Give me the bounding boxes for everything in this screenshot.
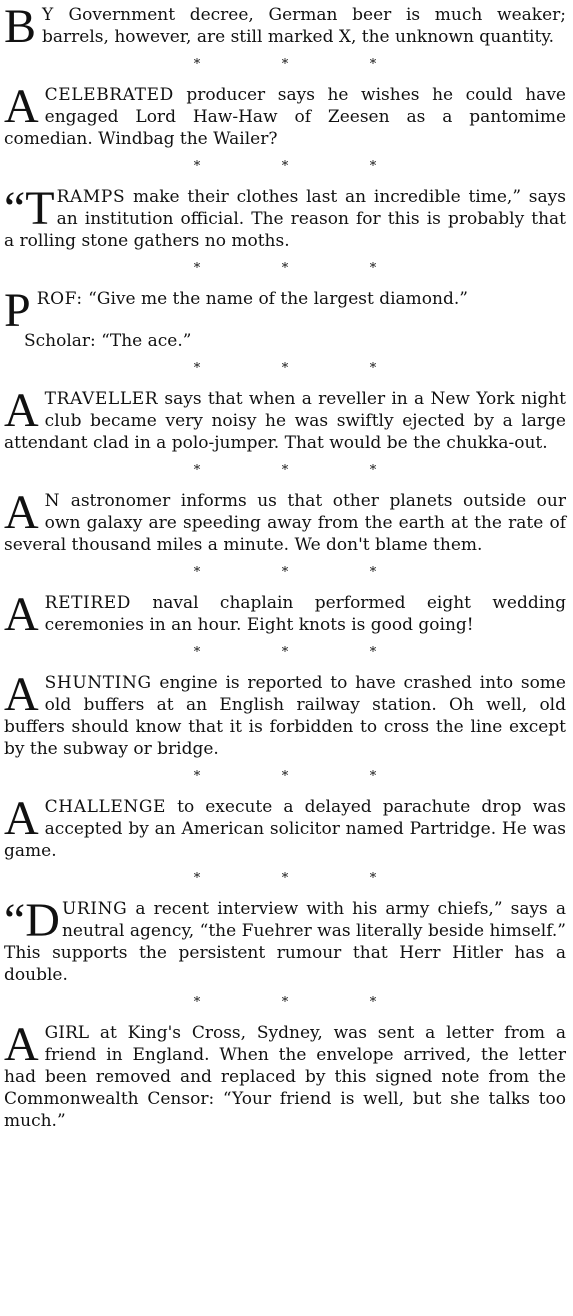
separator-stars: * * * — [193, 463, 377, 478]
drop-cap: A — [4, 792, 39, 845]
lead-in: N — [44, 491, 61, 511]
separator-stars: * * * — [193, 645, 377, 660]
paragraph-text: Government decree, German beer is much weaker; barrels, however, are still marked X, the unknown quantity. — [42, 5, 566, 47]
separator-stars: * * * — [193, 871, 377, 886]
paragraph-text: “Give me the name of the largest diamond.” — [82, 289, 468, 309]
lead-in: RETIRED — [44, 593, 131, 613]
paragraph-text: astronomer informs us that other planets outside our own galaxy are speeding away from the earth at the rate of several thousand miles a minute. We don't blame them. — [4, 491, 566, 555]
separator-stars: * * * — [193, 261, 377, 276]
lead-in: CELEBRATED — [44, 85, 174, 105]
paragraph-parachute-challenge — [4, 792, 566, 862]
drop-cap: A — [4, 668, 39, 721]
drop-cap: “T — [4, 182, 55, 235]
paragraph-german-beer — [4, 0, 566, 53]
lead-in: ROF: — [36, 289, 83, 309]
paragraph-text: make their clothes last an incredible time,” says an institution official. The reason for this is probably that a rolling stone gathers no moths. — [4, 187, 566, 251]
drop-cap: A — [4, 486, 39, 539]
column-of-paragraphs — [4, 0, 566, 1132]
lead-in: TRAVELLER — [44, 389, 159, 409]
paragraph-traveller — [4, 384, 566, 454]
lead-in: CHALLENGE — [44, 797, 167, 817]
paragraph-text: a recent interview with his army chiefs,” says a neutral agency, “the Fuehrer was literally beside himself.” This supports the persistent rumour that Herr Hitler has a double. — [4, 899, 566, 985]
paragraph-text: engine is reported to have crashed into some old buffers at an English railway station. Oh well, old buffers should know that it is forbidden to cross the line except by the subway or bridge. — [4, 673, 566, 759]
paragraph-shunting-engine — [4, 668, 566, 760]
scholar-reply: Scholar: “The ace.” — [24, 331, 192, 351]
paragraph-tramps — [4, 182, 566, 252]
paragraph-text: says that when a reveller in a New York night club became very noisy he was swiftly ejected by a large attendant clad in a polo-jumper. That would be the chukka-out. — [4, 389, 566, 453]
paragraph-text: producer says he wishes he could have engaged Lord Haw-Haw of Zeesen as a pantomime comedian. Windbag the Wailer? — [4, 85, 566, 149]
drop-cap: A — [4, 384, 39, 437]
paragraph-fuehrer-interview — [4, 894, 566, 986]
paragraph-prof-diamond — [4, 284, 566, 352]
paragraph-text: to execute a delayed parachute drop was accepted by an American solicitor named Partridge. He was game. — [4, 797, 566, 861]
lead-in: URING — [61, 899, 128, 919]
lead-in: SHUNTING — [44, 673, 152, 693]
drop-cap: P — [4, 284, 31, 337]
separator-stars: * * * — [193, 159, 377, 174]
separator-stars: * * * — [193, 57, 377, 72]
separator-stars: * * * — [193, 565, 377, 580]
paragraph-text: naval chaplain performed eight wedding ceremonies in an hour. Eight knots is good going! — [44, 593, 566, 635]
separator-stars: * * * — [193, 361, 377, 376]
paragraph-retired-chaplain — [4, 588, 566, 641]
paragraph-celebrated-producer — [4, 80, 566, 150]
lead-in: Y — [42, 5, 54, 25]
drop-cap: B — [4, 0, 37, 53]
separator-stars: * * * — [193, 769, 377, 784]
drop-cap: A — [4, 1018, 39, 1071]
lead-in: RAMPS — [56, 187, 126, 207]
drop-cap: A — [4, 80, 39, 133]
drop-cap: “D — [4, 894, 60, 947]
drop-cap: A — [4, 588, 39, 641]
paragraph-astronomer — [4, 486, 566, 556]
paragraph-text: GIRL at King's Cross, Sydney, was sent a letter from a friend in England. When the envelope arrived, the letter had been removed and replaced by this signed note from the Commonwealth Censor: “Your friend is well, but she talks too much.” — [4, 1023, 566, 1131]
paragraph-kings-cross-girl — [4, 1018, 566, 1132]
separator-stars: * * * — [193, 995, 377, 1010]
